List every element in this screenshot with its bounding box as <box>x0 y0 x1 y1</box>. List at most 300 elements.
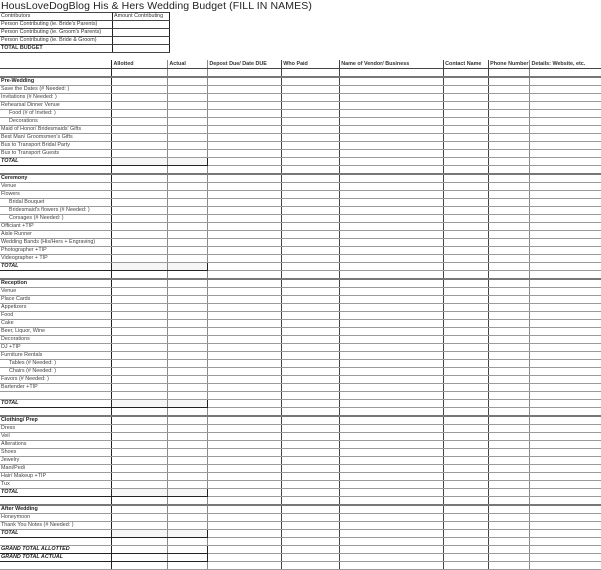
vendor-name-cell[interactable] <box>340 416 444 425</box>
allotted-cell[interactable] <box>112 400 168 408</box>
allotted-cell[interactable] <box>112 538 168 546</box>
contact-name-cell[interactable] <box>444 126 489 134</box>
details-cell[interactable] <box>530 183 601 191</box>
vendor-name-cell[interactable] <box>340 425 444 433</box>
deposit-due-cell[interactable] <box>208 505 282 514</box>
who-paid-cell[interactable] <box>282 239 340 247</box>
details-header[interactable]: Details: Website, etc. <box>530 60 601 69</box>
deposit-due-cell[interactable] <box>208 433 282 441</box>
phone-number-cell[interactable] <box>489 416 530 425</box>
deposit-due-cell[interactable] <box>208 546 282 554</box>
who-paid-cell[interactable] <box>282 207 340 215</box>
who-paid-cell[interactable] <box>282 142 340 150</box>
vendor-name-cell[interactable] <box>340 489 444 497</box>
contact-name-cell[interactable] <box>444 400 489 408</box>
vendor-name-cell[interactable] <box>340 522 444 530</box>
deposit-due-cell[interactable] <box>208 554 282 562</box>
vendor-name-cell[interactable] <box>340 562 444 570</box>
contact-name-cell[interactable] <box>444 505 489 514</box>
item-cell[interactable]: Tux <box>0 481 112 489</box>
details-cell[interactable] <box>530 312 601 320</box>
who-paid-cell[interactable] <box>282 223 340 231</box>
item-cell[interactable]: Hair/ Makeup +TIP <box>0 473 112 481</box>
item-cell[interactable]: Dress <box>0 425 112 433</box>
allotted-cell[interactable] <box>112 69 168 78</box>
actual-cell[interactable] <box>168 312 208 320</box>
vendor-name-cell[interactable] <box>340 400 444 408</box>
details-cell[interactable] <box>530 400 601 408</box>
item-cell[interactable]: Videographer + TIP <box>0 255 112 263</box>
contact-name-cell[interactable] <box>444 77 489 86</box>
amount-contributing-header[interactable]: Amount Contributing <box>113 13 170 21</box>
deposit-due-cell[interactable] <box>208 538 282 546</box>
phone-number-cell[interactable] <box>489 69 530 78</box>
contact-name-cell[interactable] <box>444 360 489 368</box>
actual-cell[interactable] <box>168 166 208 175</box>
phone-number-cell[interactable] <box>489 199 530 207</box>
contact-name-cell[interactable] <box>444 102 489 110</box>
contact-name-cell[interactable] <box>444 530 489 538</box>
actual-cell[interactable] <box>168 150 208 158</box>
who-paid-cell[interactable] <box>282 94 340 102</box>
who-paid-cell[interactable] <box>282 433 340 441</box>
deposit-due-cell[interactable] <box>208 336 282 344</box>
vendor-name-cell[interactable] <box>340 158 444 166</box>
vendor-name-cell[interactable] <box>340 441 444 449</box>
item-cell[interactable]: Officiant +TIP <box>0 223 112 231</box>
actual-cell[interactable] <box>168 489 208 497</box>
who-paid-cell[interactable] <box>282 288 340 296</box>
allotted-cell[interactable] <box>112 522 168 530</box>
vendor-name-cell[interactable] <box>340 312 444 320</box>
details-cell[interactable] <box>530 263 601 271</box>
actual-cell[interactable] <box>168 360 208 368</box>
details-cell[interactable] <box>530 231 601 239</box>
contact-name-cell[interactable] <box>444 174 489 183</box>
item-cell[interactable]: TOTAL <box>0 158 112 166</box>
deposit-due-cell[interactable] <box>208 425 282 433</box>
phone-number-cell[interactable] <box>489 497 530 506</box>
item-cell[interactable]: Beer, Liquor, Wine <box>0 328 112 336</box>
deposit-due-cell[interactable] <box>208 110 282 118</box>
who-paid-cell[interactable] <box>282 271 340 280</box>
who-paid-cell[interactable] <box>282 102 340 110</box>
who-paid-cell[interactable] <box>282 554 340 562</box>
actual-cell[interactable] <box>168 481 208 489</box>
contact-name-cell[interactable] <box>444 433 489 441</box>
item-cell[interactable]: Alterations <box>0 441 112 449</box>
vendor-name-cell[interactable] <box>340 465 444 473</box>
allotted-cell[interactable] <box>112 441 168 449</box>
who-paid-cell[interactable] <box>282 126 340 134</box>
details-cell[interactable] <box>530 142 601 150</box>
actual-cell[interactable] <box>168 247 208 255</box>
contact-name-cell[interactable] <box>444 69 489 78</box>
vendor-name-cell[interactable] <box>340 408 444 417</box>
allotted-cell[interactable] <box>112 118 168 126</box>
phone-number-cell[interactable] <box>489 271 530 280</box>
contact-name-cell[interactable] <box>444 376 489 384</box>
actual-cell[interactable] <box>168 183 208 191</box>
actual-cell[interactable] <box>168 231 208 239</box>
actual-cell[interactable] <box>168 384 208 392</box>
who-paid-cell[interactable] <box>282 441 340 449</box>
deposit-due-cell[interactable] <box>208 263 282 271</box>
vendor-name-cell[interactable] <box>340 328 444 336</box>
actual-cell[interactable] <box>168 465 208 473</box>
deposit-due-cell[interactable] <box>208 279 282 288</box>
allotted-cell[interactable] <box>112 425 168 433</box>
details-cell[interactable] <box>530 505 601 514</box>
phone-number-cell[interactable] <box>489 279 530 288</box>
details-cell[interactable] <box>530 118 601 126</box>
vendor-name-cell[interactable] <box>340 255 444 263</box>
vendor-name-cell[interactable] <box>340 288 444 296</box>
details-cell[interactable] <box>530 433 601 441</box>
vendor-name-cell[interactable] <box>340 271 444 280</box>
allotted-cell[interactable] <box>112 247 168 255</box>
actual-header[interactable]: Actual <box>168 60 208 69</box>
contact-name-cell[interactable] <box>444 166 489 175</box>
who-paid-cell[interactable] <box>282 263 340 271</box>
contact-name-cell[interactable] <box>444 425 489 433</box>
details-cell[interactable] <box>530 384 601 392</box>
phone-number-cell[interactable] <box>489 118 530 126</box>
phone-number-cell[interactable] <box>489 505 530 514</box>
vendor-name-cell[interactable] <box>340 473 444 481</box>
vendor-name-cell[interactable] <box>340 239 444 247</box>
phone-number-cell[interactable] <box>489 174 530 183</box>
item-cell[interactable] <box>0 562 112 570</box>
item-cell[interactable]: Appetizers <box>0 304 112 312</box>
vendor-name-cell[interactable] <box>340 247 444 255</box>
actual-cell[interactable] <box>168 514 208 522</box>
contact-name-cell[interactable] <box>444 134 489 142</box>
who-paid-cell[interactable] <box>282 376 340 384</box>
who-paid-cell[interactable] <box>282 514 340 522</box>
contact-name-cell[interactable] <box>444 489 489 497</box>
actual-cell[interactable] <box>168 546 208 554</box>
vendor-name-cell[interactable] <box>340 360 444 368</box>
contact-name-cell[interactable] <box>444 288 489 296</box>
details-cell[interactable] <box>530 554 601 562</box>
actual-cell[interactable] <box>168 102 208 110</box>
details-cell[interactable] <box>530 449 601 457</box>
deposit-due-cell[interactable] <box>208 126 282 134</box>
details-cell[interactable] <box>530 360 601 368</box>
item-cell[interactable]: Decorations <box>0 118 112 126</box>
phone-number-cell[interactable] <box>489 400 530 408</box>
allotted-header[interactable]: Allotted <box>112 60 168 69</box>
contact-name-cell[interactable] <box>444 562 489 570</box>
vendor-name-cell[interactable] <box>340 530 444 538</box>
phone-number-cell[interactable] <box>489 546 530 554</box>
allotted-cell[interactable] <box>112 304 168 312</box>
actual-cell[interactable] <box>168 416 208 425</box>
vendor-name-cell[interactable] <box>340 376 444 384</box>
contact-name-cell[interactable] <box>444 457 489 465</box>
details-cell[interactable] <box>530 497 601 506</box>
deposit-due-cell[interactable] <box>208 522 282 530</box>
deposit-due-cell[interactable] <box>208 142 282 150</box>
vendor-name-cell[interactable] <box>340 392 444 400</box>
details-cell[interactable] <box>530 279 601 288</box>
deposit-due-cell[interactable] <box>208 384 282 392</box>
details-cell[interactable] <box>530 134 601 142</box>
deposit-due-cell[interactable] <box>208 191 282 199</box>
details-cell[interactable] <box>530 416 601 425</box>
details-cell[interactable] <box>530 392 601 400</box>
item-cell[interactable]: Best Man/ Groomsmen's Gifts <box>0 134 112 142</box>
item-cell[interactable]: Venue <box>0 183 112 191</box>
who-paid-cell[interactable] <box>282 538 340 546</box>
vendor-name-cell[interactable] <box>340 94 444 102</box>
item-cell[interactable]: Bridal Bouquet <box>0 199 112 207</box>
contributors-header[interactable]: Contributors <box>0 13 113 21</box>
item-cell[interactable]: Furniture Rentals <box>0 352 112 360</box>
item-cell[interactable]: Mani/Pedi <box>0 465 112 473</box>
vendor-name-cell[interactable] <box>340 352 444 360</box>
allotted-cell[interactable] <box>112 271 168 280</box>
contact-name-cell[interactable] <box>444 304 489 312</box>
allotted-cell[interactable] <box>112 174 168 183</box>
phone-number-cell[interactable] <box>489 215 530 223</box>
contact-name-cell[interactable] <box>444 408 489 417</box>
item-cell[interactable]: Corsages (# Needed: ) <box>0 215 112 223</box>
who-paid-cell[interactable] <box>282 384 340 392</box>
deposit-due-cell[interactable] <box>208 118 282 126</box>
vendor-name-cell[interactable] <box>340 433 444 441</box>
item-cell[interactable]: Ceremony <box>0 174 112 183</box>
actual-cell[interactable] <box>168 77 208 86</box>
actual-cell[interactable] <box>168 134 208 142</box>
item-cell[interactable]: Pre-Wedding <box>0 77 112 86</box>
vendor-name-cell[interactable] <box>340 505 444 514</box>
allotted-cell[interactable] <box>112 473 168 481</box>
vendor-name-cell[interactable] <box>340 69 444 78</box>
item-cell[interactable] <box>0 166 112 175</box>
phone-number-header[interactable]: Phone Number <box>490 60 529 67</box>
contact-name-cell[interactable] <box>444 497 489 506</box>
contact-name-cell[interactable] <box>444 312 489 320</box>
phone-number-cell[interactable] <box>489 166 530 175</box>
deposit-due-cell[interactable] <box>208 247 282 255</box>
phone-number-cell[interactable] <box>489 296 530 304</box>
item-cell[interactable]: Tables (# Needed: ) <box>0 360 112 368</box>
allotted-cell[interactable] <box>112 376 168 384</box>
who-paid-cell[interactable] <box>282 296 340 304</box>
contact-name-cell[interactable] <box>444 296 489 304</box>
contact-name-cell[interactable] <box>444 554 489 562</box>
actual-cell[interactable] <box>168 562 208 570</box>
item-cell[interactable]: Aisle Runner <box>0 231 112 239</box>
phone-number-cell[interactable] <box>489 376 530 384</box>
details-cell[interactable] <box>530 215 601 223</box>
actual-cell[interactable] <box>168 425 208 433</box>
details-cell[interactable] <box>530 191 601 199</box>
who-paid-cell[interactable] <box>282 449 340 457</box>
vendor-name-cell[interactable] <box>340 166 444 175</box>
item-cell[interactable]: Thank You Notes (# Needed: ) <box>0 522 112 530</box>
allotted-cell[interactable] <box>112 77 168 86</box>
item-cell[interactable] <box>0 408 112 417</box>
details-cell[interactable] <box>530 199 601 207</box>
allotted-cell[interactable] <box>112 554 168 562</box>
phone-number-cell[interactable] <box>489 360 530 368</box>
vendor-name-cell[interactable] <box>340 457 444 465</box>
details-cell[interactable] <box>530 150 601 158</box>
deposit-due-cell[interactable] <box>208 449 282 457</box>
phone-number-cell[interactable] <box>489 457 530 465</box>
total-budget-label[interactable]: TOTAL BUDGET <box>0 45 113 53</box>
phone-number-cell[interactable] <box>489 304 530 312</box>
allotted-cell[interactable] <box>112 263 168 271</box>
allotted-cell[interactable] <box>112 514 168 522</box>
allotted-cell[interactable] <box>112 497 168 506</box>
details-cell[interactable] <box>530 207 601 215</box>
who-paid-cell[interactable] <box>282 368 340 376</box>
phone-number-cell[interactable] <box>489 126 530 134</box>
actual-cell[interactable] <box>168 263 208 271</box>
item-cell[interactable]: Jewelry <box>0 457 112 465</box>
phone-number-cell[interactable] <box>489 288 530 296</box>
vendor-name-cell[interactable] <box>340 150 444 158</box>
contact-name-cell[interactable] <box>444 118 489 126</box>
item-cell[interactable]: Decorations <box>0 336 112 344</box>
deposit-due-cell[interactable] <box>208 360 282 368</box>
allotted-cell[interactable] <box>112 449 168 457</box>
allotted-cell[interactable] <box>112 94 168 102</box>
item-cell[interactable] <box>0 538 112 546</box>
details-cell[interactable] <box>530 247 601 255</box>
deposit-due-cell[interactable] <box>208 562 282 570</box>
deposit-due-cell[interactable] <box>208 174 282 183</box>
allotted-cell[interactable] <box>112 191 168 199</box>
contact-name-cell[interactable] <box>444 514 489 522</box>
allotted-cell[interactable] <box>112 384 168 392</box>
phone-number-cell[interactable] <box>489 384 530 392</box>
item-cell[interactable]: Venue <box>0 288 112 296</box>
who-paid-cell[interactable] <box>282 489 340 497</box>
who-paid-cell[interactable] <box>282 546 340 554</box>
phone-number-cell[interactable] <box>489 481 530 489</box>
who-paid-cell[interactable] <box>282 199 340 207</box>
who-paid-cell[interactable] <box>282 247 340 255</box>
actual-cell[interactable] <box>168 126 208 134</box>
details-cell[interactable] <box>530 344 601 352</box>
phone-number-cell[interactable] <box>489 449 530 457</box>
phone-number-cell[interactable] <box>489 368 530 376</box>
contact-name-cell[interactable] <box>444 215 489 223</box>
actual-cell[interactable] <box>168 530 208 538</box>
details-cell[interactable] <box>530 304 601 312</box>
deposit-due-cell[interactable] <box>208 94 282 102</box>
actual-cell[interactable] <box>168 457 208 465</box>
item-header[interactable] <box>0 60 112 69</box>
who-paid-cell[interactable] <box>282 336 340 344</box>
vendor-name-cell[interactable] <box>340 223 444 231</box>
contact-name-cell[interactable] <box>444 86 489 94</box>
allotted-cell[interactable] <box>112 408 168 417</box>
phone-number-cell[interactable] <box>489 441 530 449</box>
phone-number-cell[interactable] <box>489 408 530 417</box>
vendor-name-cell[interactable] <box>340 497 444 506</box>
phone-number-cell[interactable] <box>489 344 530 352</box>
actual-cell[interactable] <box>168 86 208 94</box>
item-cell[interactable]: Favors (# Needed: ) <box>0 376 112 384</box>
vendor-name-cell[interactable] <box>340 449 444 457</box>
allotted-cell[interactable] <box>112 110 168 118</box>
total-budget-amount[interactable] <box>113 45 170 53</box>
details-cell[interactable] <box>530 457 601 465</box>
contributor-label[interactable]: Person Contributing (ie. Bride & Groom) <box>0 37 113 45</box>
who-paid-cell[interactable] <box>282 408 340 417</box>
actual-cell[interactable] <box>168 142 208 150</box>
actual-cell[interactable] <box>168 473 208 481</box>
deposit-due-header[interactable]: Depost Due/ Date DUE <box>208 60 282 69</box>
allotted-cell[interactable] <box>112 457 168 465</box>
contact-name-cell[interactable] <box>444 199 489 207</box>
deposit-due-cell[interactable] <box>208 158 282 166</box>
deposit-due-cell[interactable] <box>208 530 282 538</box>
details-cell[interactable] <box>530 223 601 231</box>
deposit-due-cell[interactable] <box>208 344 282 352</box>
details-cell[interactable] <box>530 94 601 102</box>
allotted-cell[interactable] <box>112 344 168 352</box>
actual-cell[interactable] <box>168 320 208 328</box>
vendor-name-cell[interactable] <box>340 102 444 110</box>
contact-name-cell[interactable] <box>444 239 489 247</box>
allotted-cell[interactable] <box>112 352 168 360</box>
who-paid-header[interactable]: Who Paid <box>282 60 340 69</box>
item-cell[interactable]: Wedding Bands (His/Hers + Engraving) <box>0 239 112 247</box>
contact-name-cell[interactable] <box>444 320 489 328</box>
who-paid-cell[interactable] <box>282 134 340 142</box>
deposit-due-cell[interactable] <box>208 304 282 312</box>
actual-cell[interactable] <box>168 400 208 408</box>
item-cell[interactable]: Invitations (# Needed: ) <box>0 94 112 102</box>
who-paid-cell[interactable] <box>282 562 340 570</box>
item-cell[interactable]: Honeymoon <box>0 514 112 522</box>
deposit-due-cell[interactable] <box>208 312 282 320</box>
who-paid-cell[interactable] <box>282 352 340 360</box>
phone-number-cell[interactable] <box>489 328 530 336</box>
details-cell[interactable] <box>530 174 601 183</box>
contact-name-cell[interactable] <box>444 183 489 191</box>
vendor-name-cell[interactable] <box>340 231 444 239</box>
phone-number-cell[interactable] <box>489 530 530 538</box>
actual-cell[interactable] <box>168 174 208 183</box>
contact-name-cell[interactable] <box>444 94 489 102</box>
who-paid-cell[interactable] <box>282 304 340 312</box>
actual-cell[interactable] <box>168 352 208 360</box>
who-paid-cell[interactable] <box>282 166 340 175</box>
contact-name-cell[interactable] <box>444 522 489 530</box>
contact-name-cell[interactable] <box>444 538 489 546</box>
vendor-name-cell[interactable] <box>340 304 444 312</box>
phone-number-cell[interactable] <box>489 473 530 481</box>
actual-cell[interactable] <box>168 271 208 280</box>
contact-name-cell[interactable] <box>444 416 489 425</box>
details-cell[interactable] <box>530 368 601 376</box>
vendor-name-cell[interactable] <box>340 110 444 118</box>
deposit-due-cell[interactable] <box>208 166 282 175</box>
item-cell[interactable]: Bartender +TIP <box>0 384 112 392</box>
phone-number-cell[interactable] <box>489 102 530 110</box>
deposit-due-cell[interactable] <box>208 150 282 158</box>
details-cell[interactable] <box>530 158 601 166</box>
allotted-cell[interactable] <box>112 489 168 497</box>
